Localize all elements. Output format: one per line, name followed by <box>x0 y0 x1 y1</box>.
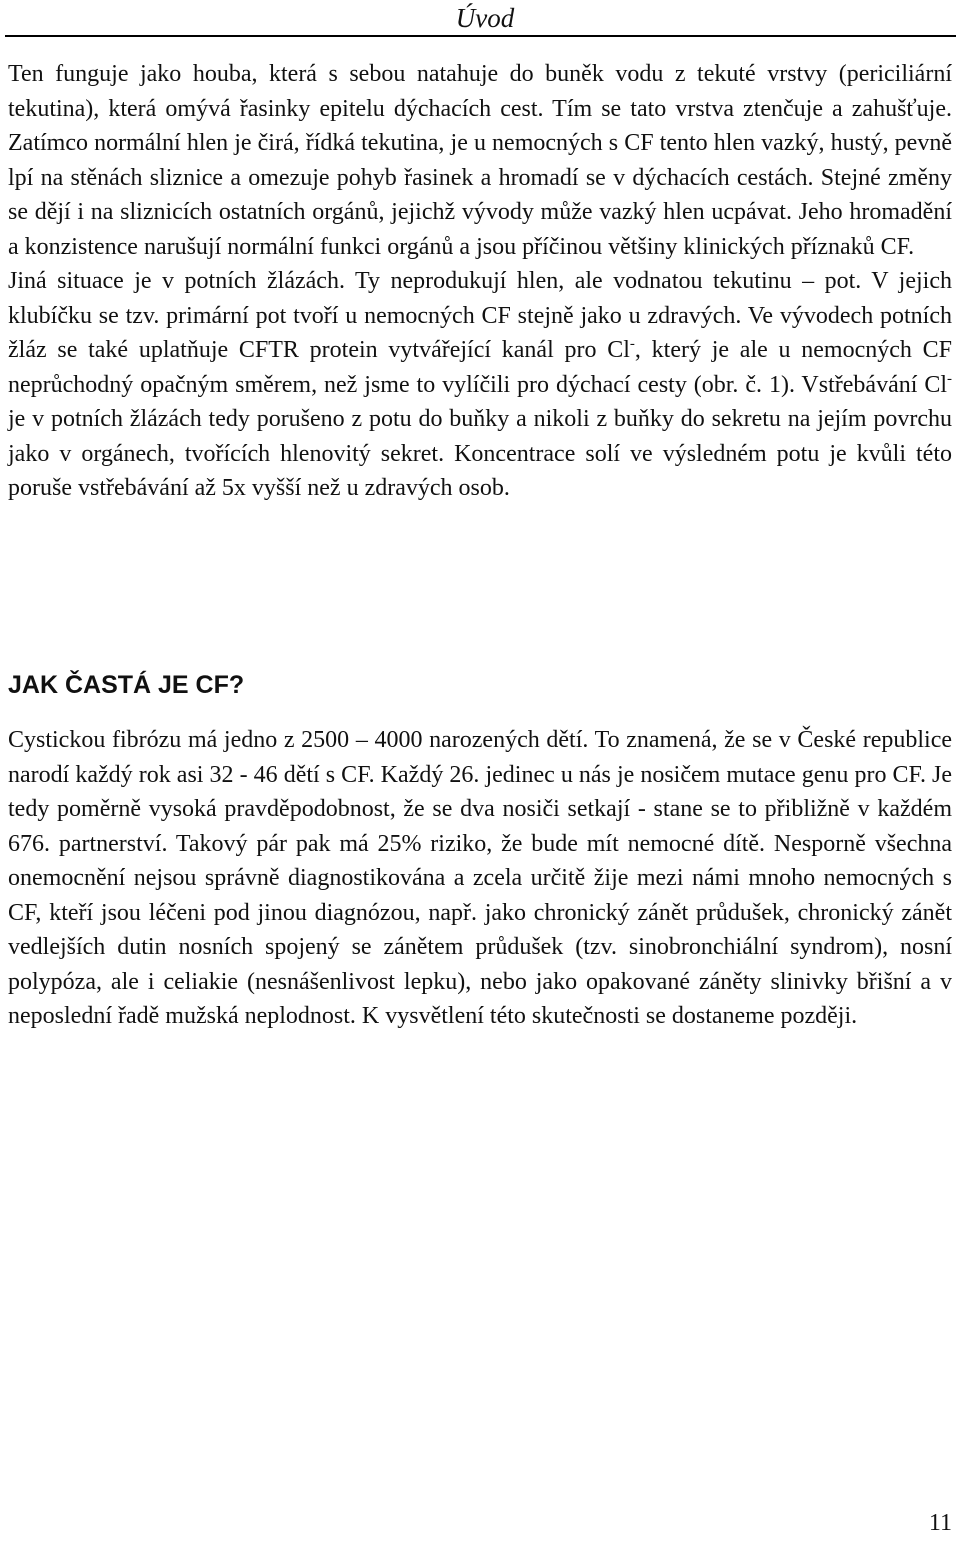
header-rule <box>5 35 956 37</box>
page-number: 11 <box>928 1510 952 1536</box>
superscript-minus: - <box>629 336 635 352</box>
text-run: je v potních žlázách tedy porušeno z potu do buňky a nikoli z buňky do sekretu na jejím povrchu jako v orgánech, tvořících hlenovitý sekret. Koncentrace solí ve výsledném potu je kvůli této poruše vstřebávání až 5x vyšší než u zdravých osob. <box>8 406 952 501</box>
section-text-block <box>8 723 952 1034</box>
paragraph-mucus: Ten funguje jako houba, která s sebou natahuje do buněk vodu z tekuté vrstvy (periciliární tekutina), která omývá řasinky epitelu dýchacích cest. Tím se tato vrstva ztenčuje a zahušťuje. Zatímco normální hlen je čirá, řídká tekutina, je u nemocných s CF tento hlen vazký, hustý, pevně lpí na stěnách sliznice a omezuje pohyb řasinek a hromadí se v dýchacích cestách. Stejné změny se dějí i na sliznicích ostatních orgánů, jejichž vývody může vazký hlen ucpávat. Jeho hromadění a konzistence narušují normální funkci orgánů a jsou příčinou většiny klinických příznaků CF. <box>8 61 952 260</box>
superscript-minus: - <box>947 370 952 387</box>
text-run: , který je ale u nemocných CF neprůchodný opačným směrem, než jsme to vylíčili pro dýchací cesty (obr. č. 1). Vstřebávání Cl <box>8 337 952 398</box>
section-text-block <box>8 57 952 506</box>
text-run: Jiná situace je v potních žlázách. Ty neprodukují hlen, ale vodnatou tekutinu – pot. V jejich klubíčku se tzv. primární pot tvoří u nemocných CF stejně jako u zdravých. Ve vývodech potních žláz se také uplatňuje CFTR protein vytvářející kanál pro Cl <box>8 268 952 363</box>
paragraph-sweat-glands <box>8 264 952 506</box>
running-header: Úvod <box>455 3 515 33</box>
paragraph-frequency: Cystickou fibrózu má jedno z 2500 – 4000 narozených dětí. To znamená, že se v České republice narodí každý rok asi 32 - 46 dětí s CF. Každý 26. jedinec u nás je nosičem mutace genu pro CF. Je tedy poměrně vysoká pravděpodobnost, že se dva nosiči setkají - stane se to přibližně v každém 676. partnerství. Takový pár pak má 25% riziko, že bude mít nemocné dítě. Nesporně všechna onemocnění nejsou správně diagnostikována a zcela určitě žije mezi námi mnoho nemocných s CF, kteří jsou léčeni pod jinou diagnózou, např. jako chronický zánět průdušek, chronický zánět vedlejších dutin nosních spojený se zánětem průdušek (tzv. sinobronchiální syndrom), nosní polypóza, ale i celiakie (nesnášenlivost lepku), nebo jako opakované záněty slinivky břišní a v neposlední řadě mužská neplodnost. K vysvětlení této skutečnosti se dostaneme později. <box>8 727 952 1029</box>
section-heading: JAK ČASTÁ JE CF? <box>8 671 245 699</box>
